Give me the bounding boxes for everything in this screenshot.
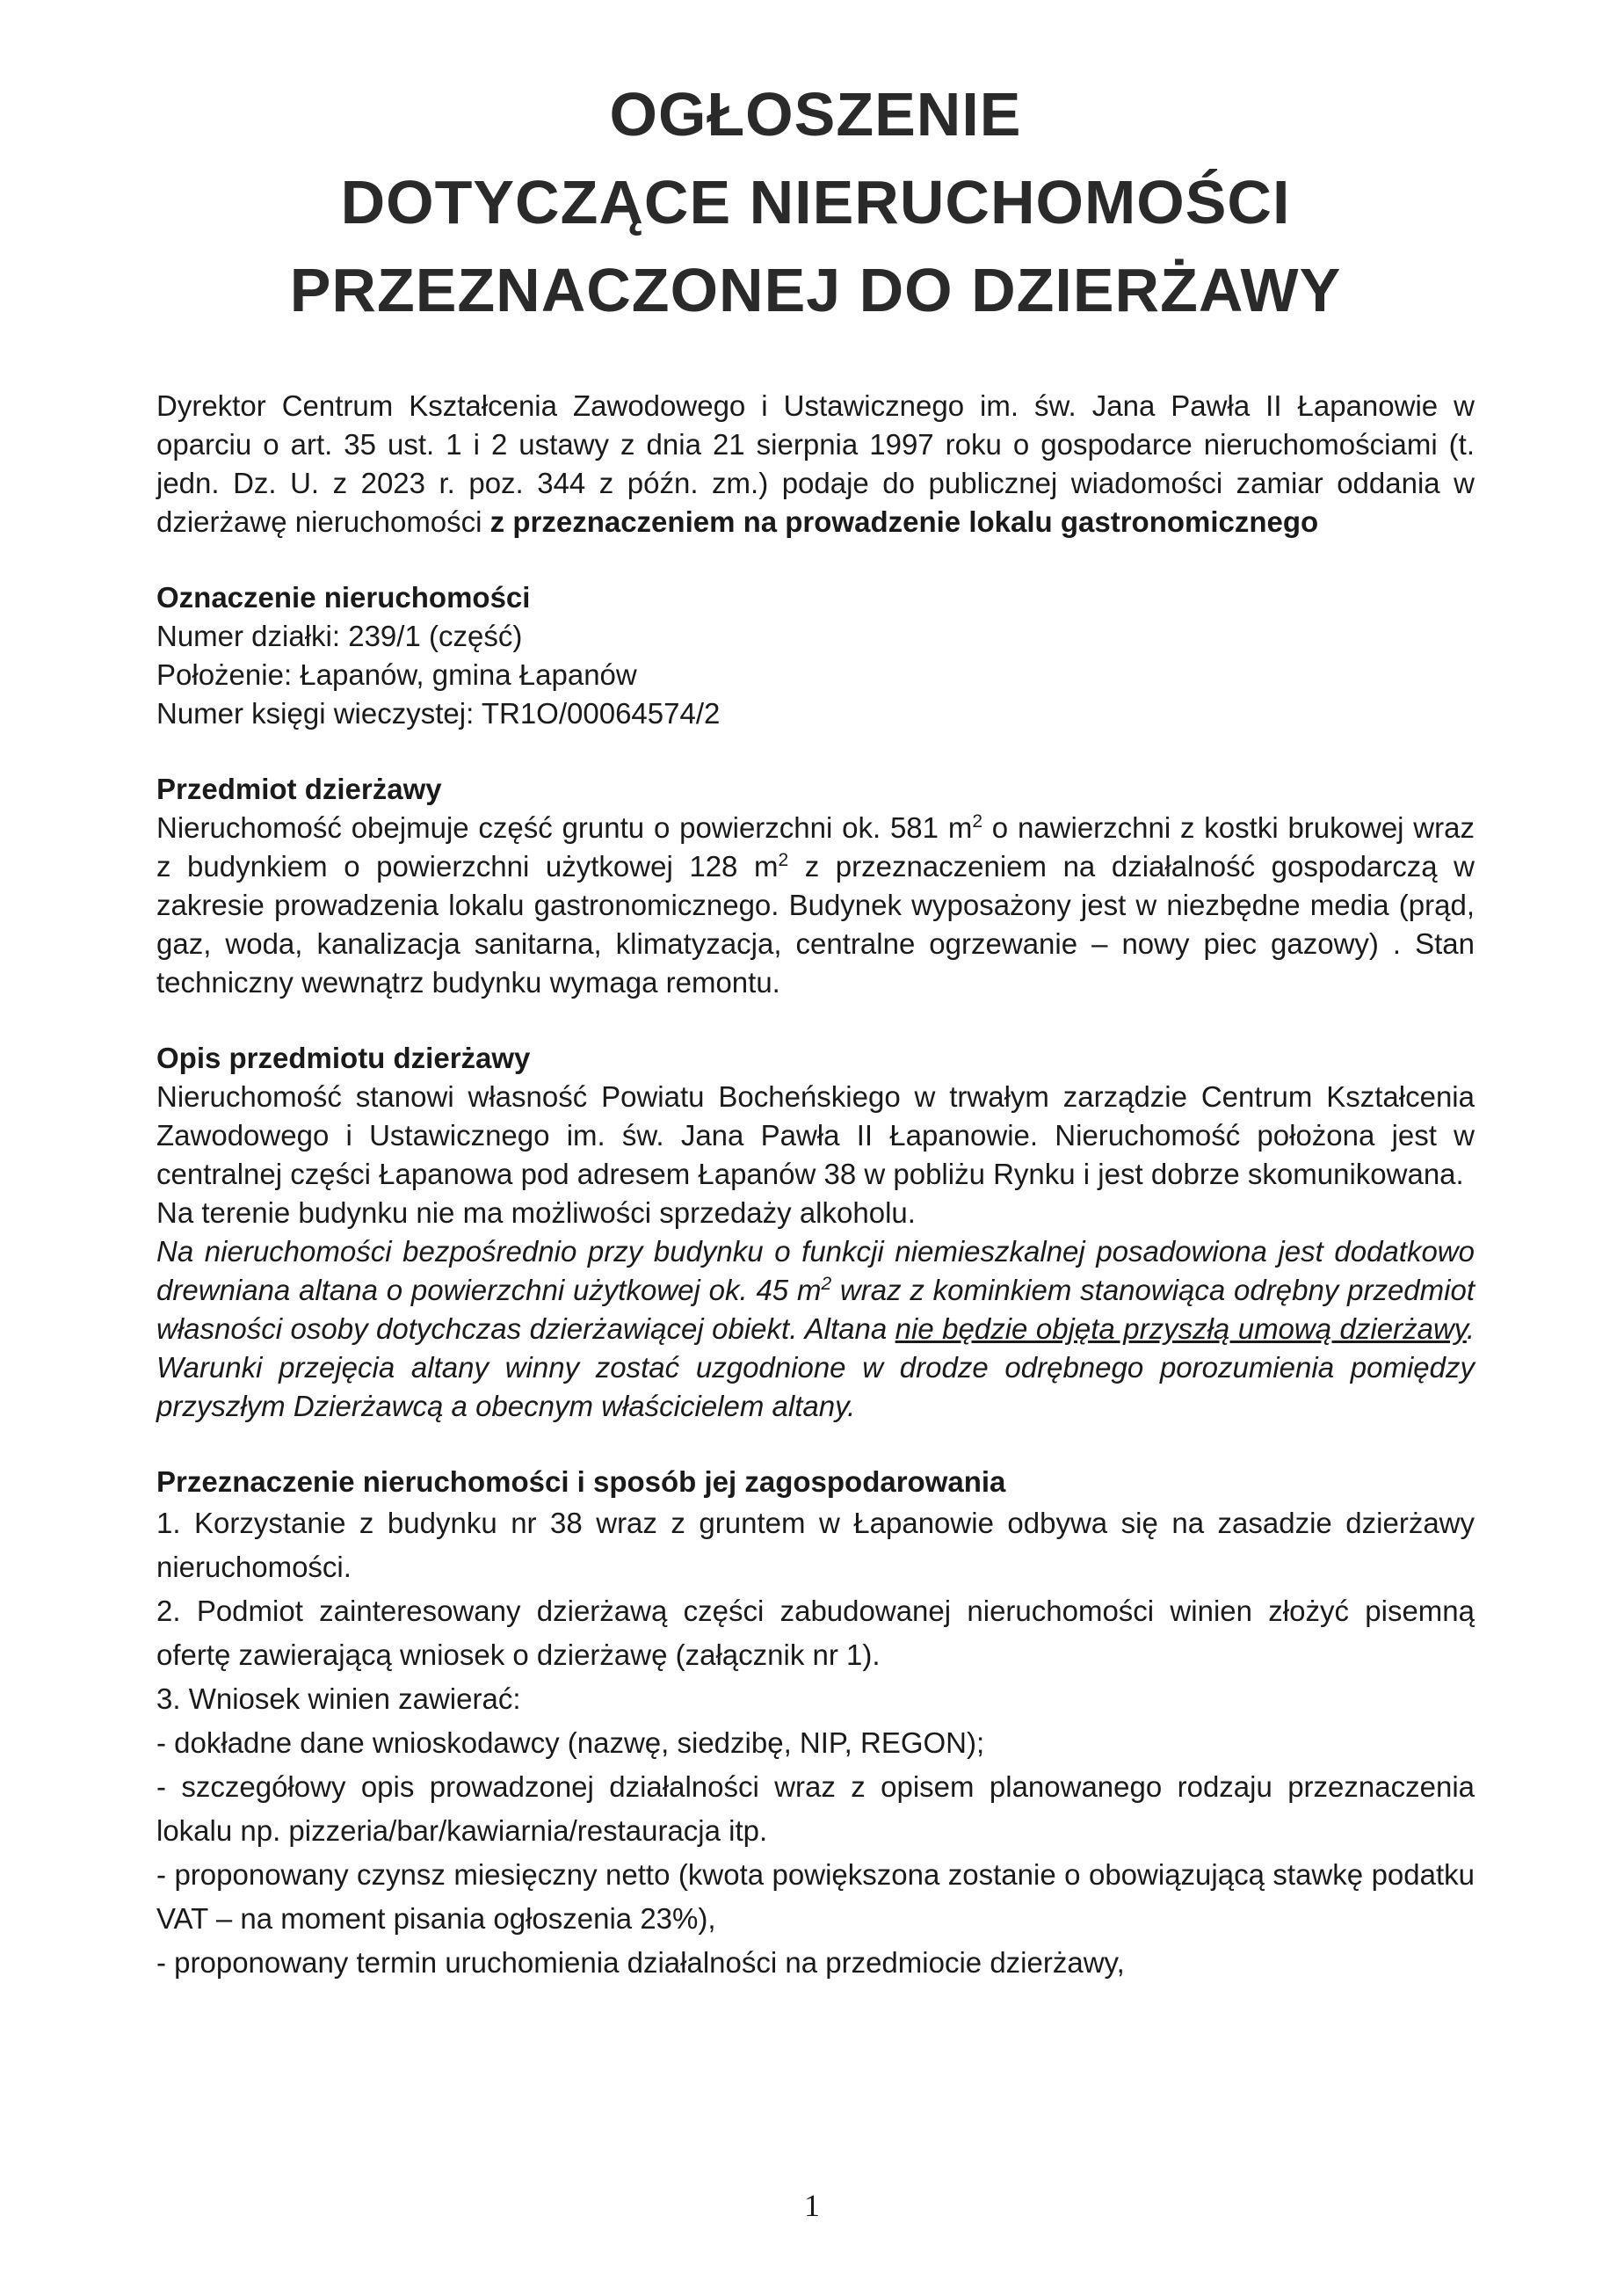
purpose-item-4: - dokładne dane wnioskodawcy (nazwę, siedzibę, NIP, REGON); <box>156 1726 985 1759</box>
purpose-item-2: 2. Podmiot zainteresowany dzierżawą części zabudowanej nieruchomości winien złożyć pisemną ofertę zawierającą wniosek o dzierżawę (załącznik nr 1). <box>156 1595 1475 1671</box>
description-section <box>156 1039 1475 1426</box>
italic-underlined-text: nie będzie objęta przyszłą umową dzierżawy <box>895 1312 1467 1345</box>
purpose-item-3: 3. Wniosek winien zawierać: <box>156 1682 521 1715</box>
land-register-number: Numer księgi wieczystej: TR1O/00064574/2 <box>156 697 721 730</box>
italic-text-1: Na nieruchomości bezpośrednio przy budynku o funkcji niemieszkalnej posadowiona jest dodatkowo drewniana altana o powierzchni użytkowej ok. 45 m <box>156 1235 1475 1306</box>
subject-paragraph <box>156 809 1475 1002</box>
title-line-1: OGŁOSZENIE <box>609 80 1022 149</box>
subject-sup-2: 2 <box>778 850 789 870</box>
italic-text-3: . Warunki przejęcia altany winny zostać uzgodnione w drodze odrębnego porozumienia pomiędzy przyszłym Dzierżawcą a obecnym właścicielem altany. <box>156 1312 1475 1422</box>
subject-sup-1: 2 <box>972 811 982 832</box>
description-heading: Opis przedmiotu dzierżawy <box>156 1042 531 1074</box>
designation-heading: Oznaczenie nieruchomości <box>156 581 531 614</box>
page-number: 1 <box>804 2188 820 2223</box>
purpose-item-1: 1. Korzystanie z budynku nr 38 wraz z gruntem w Łapanowie odbywa się na zasadzie dzierżawy nieruchomości. <box>156 1507 1475 1583</box>
italic-sup: 2 <box>821 1274 832 1294</box>
subject-text-1: Nieruchomość obejmuje część gruntu o powierzchni ok. 581 m <box>156 811 973 844</box>
subject-text-3: z przeznaczeniem na działalność gospodarczą w zakresie prowadzenia lokalu gastronomicznego. Budynek wyposażony jest w niezbędne media (prąd, gaz, woda, kanalizacja sanitarna, klimatyzacja, centralne ogrzewanie – nowy piec gazowy) . Stan techniczny wewnątrz budynku wymaga remontu. <box>156 850 1475 999</box>
document-title <box>156 70 1475 334</box>
intro-paragraph <box>156 387 1475 541</box>
purpose-section <box>156 1463 1475 1985</box>
document-page <box>156 70 1475 1985</box>
designation-section <box>156 578 1475 733</box>
purpose-item-7: - proponowany termin uruchomienia działalności na przedmiocie dzierżawy, <box>156 1946 1125 1979</box>
description-paragraph-2: Na terenie budynku nie ma możliwości sprzedaży alkoholu. <box>156 1196 916 1229</box>
subject-text-2: o nawierzchni z kostki brukowej wraz z budynkiem o powierzchni użytkowej 128 m <box>156 811 1475 883</box>
purpose-item-6: - proponowany czynsz miesięczny netto (kwota powiększona zostanie o obowiązującą stawkę podatku VAT – na moment pisania ogłoszenia 23%), <box>156 1858 1475 1935</box>
title-line-3: PRZEZNACZONEJ DO DZIERŻAWY <box>289 256 1342 324</box>
title-line-2: DOTYCZĄCE NIERUCHOMOŚCI <box>340 168 1291 236</box>
plot-number: Numer działki: 239/1 (część) <box>156 620 523 652</box>
italic-text-2: wraz z kominkiem stanowiąca odrębny przedmiot własności osoby dotychczas dzierżawiącej obiekt. Altana <box>156 1274 1475 1345</box>
subject-heading: Przedmiot dzierżawy <box>156 773 442 805</box>
purpose-heading: Przeznaczenie nieruchomości i sposób jej zagospodarowania <box>156 1465 1006 1498</box>
location: Położenie: Łapanów, gmina Łapanów <box>156 658 637 691</box>
description-paragraph-1: Nieruchomość stanowi własność Powiatu Bocheńskiego w trwałym zarządzie Centrum Kształcenia Zawodowego i Ustawicznego im. św. Jana Pawła II Łapanowie. Nieruchomość położona jest w centralnej części Łapanowa pod adresem Łapanów 38 w pobliżu Rynku i jest dobrze skomunikowana. <box>156 1080 1475 1190</box>
purpose-item-5: - szczegółowy opis prowadzonej działalności wraz z opisem planowanego rodzaju przeznaczenia lokalu np. pizzeria/bar/kawiarnia/restauracja itp. <box>156 1770 1475 1847</box>
intro-text: Dyrektor Centrum Kształcenia Zawodowego i Ustawicznego im. św. Jana Pawła II Łapanowie w oparciu o art. 35 ust. 1 i 2 ustawy z dnia 21 sierpnia 1997 roku o gospodarce nieruchomościami (t. jedn. Dz. U. z 2023 r. poz. 344 z późn. zm.) podaje do publicznej wiadomości zamiar oddania w dzierżawę nieruchomości <box>156 389 1475 538</box>
intro-bold-text: z przeznaczeniem na prowadzenie lokalu gastronomicznego <box>489 505 1319 538</box>
description-italic-paragraph <box>156 1232 1475 1426</box>
subject-section <box>156 770 1475 1002</box>
